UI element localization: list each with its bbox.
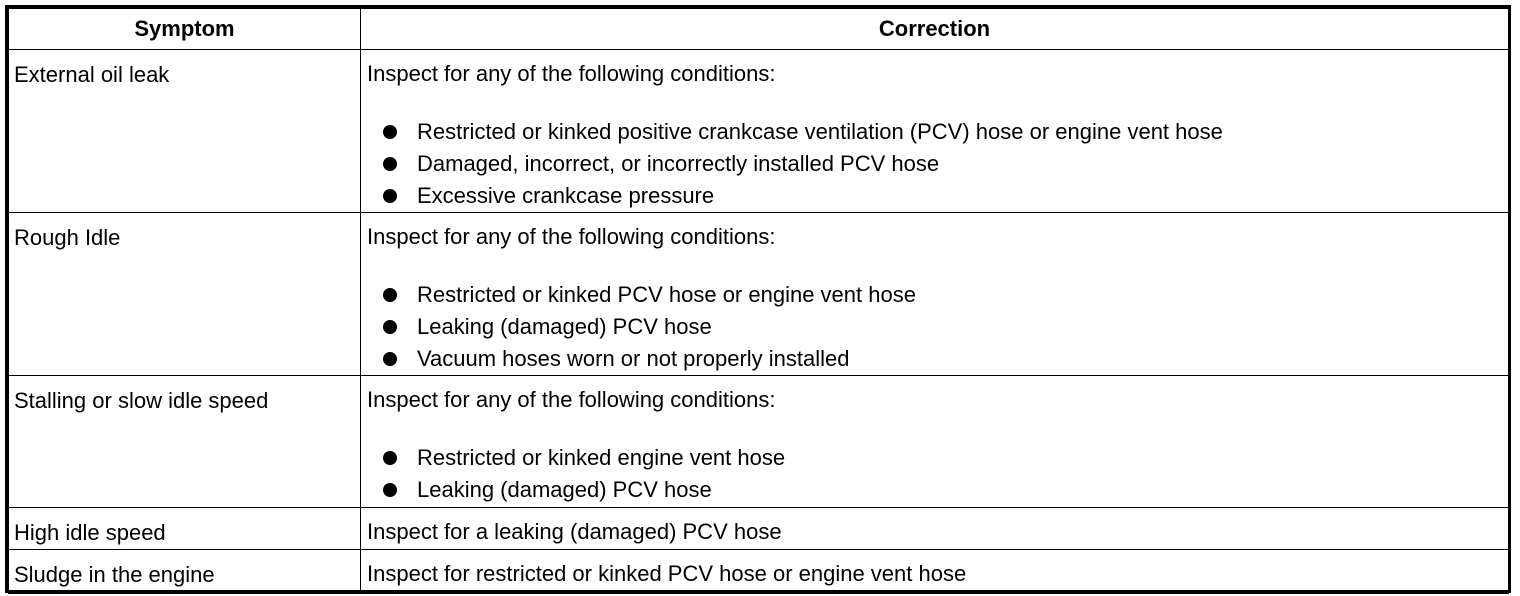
symptom-correction-table-frame (5, 5, 1511, 593)
symptom-cell: Rough Idle (9, 213, 361, 376)
list-item-text: Leaking (damaged) PCV hose (417, 314, 712, 339)
list-item (383, 116, 1508, 148)
bullet-icon (383, 125, 397, 139)
correction-intro: Inspect for any of the following conditions: (367, 387, 776, 412)
list-item (383, 442, 1508, 474)
bullet-icon (383, 451, 397, 465)
bullet-icon (383, 189, 397, 203)
symptom-cell: Stalling or slow idle speed (9, 376, 361, 508)
list-item-text: Leaking (damaged) PCV hose (417, 477, 712, 502)
correction-cell (361, 213, 1509, 376)
correction-cell (361, 550, 1509, 594)
bullet-icon (383, 157, 397, 171)
list-item (383, 279, 1508, 311)
correction-cell (361, 376, 1509, 508)
list-item (383, 343, 1508, 375)
list-item (383, 180, 1508, 212)
condition-list (367, 116, 1508, 212)
symptom-cell: Sludge in the engine (9, 550, 361, 594)
bullet-icon (383, 288, 397, 302)
bullet-icon (383, 352, 397, 366)
correction-intro: Inspect for a leaking (damaged) PCV hose (367, 519, 782, 544)
list-item-text: Vacuum hoses worn or not properly installed (417, 346, 850, 371)
symptom-cell: High idle speed (9, 508, 361, 550)
bullet-icon (383, 320, 397, 334)
condition-list (367, 279, 1508, 375)
symptom-correction-table (8, 8, 1509, 594)
header-symptom: Symptom (9, 9, 361, 50)
table-row (9, 213, 1509, 376)
list-item-text: Damaged, incorrect, or incorrectly installed PCV hose (417, 151, 940, 176)
table-row (9, 508, 1509, 550)
condition-list (367, 442, 1508, 506)
correction-cell (361, 50, 1509, 213)
table-row (9, 50, 1509, 213)
list-item (383, 474, 1508, 506)
symptom-cell: External oil leak (9, 50, 361, 213)
list-item-text: Restricted or kinked PCV hose or engine vent hose (417, 282, 916, 307)
table-row (9, 376, 1509, 508)
header-row (9, 9, 1509, 50)
list-item (383, 148, 1508, 180)
header-correction: Correction (361, 9, 1509, 50)
correction-intro: Inspect for any of the following conditions: (367, 224, 776, 249)
list-item-text: Restricted or kinked positive crankcase ventilation (PCV) hose or engine vent hose (417, 119, 1223, 144)
list-item-text: Excessive crankcase pressure (417, 183, 715, 208)
list-item (383, 311, 1508, 343)
correction-intro: Inspect for restricted or kinked PCV hose or engine vent hose (367, 561, 967, 586)
table-row (9, 550, 1509, 594)
correction-cell (361, 508, 1509, 550)
correction-intro: Inspect for any of the following conditions: (367, 61, 776, 86)
list-item-text: Restricted or kinked engine vent hose (417, 445, 786, 470)
bullet-icon (383, 483, 397, 497)
